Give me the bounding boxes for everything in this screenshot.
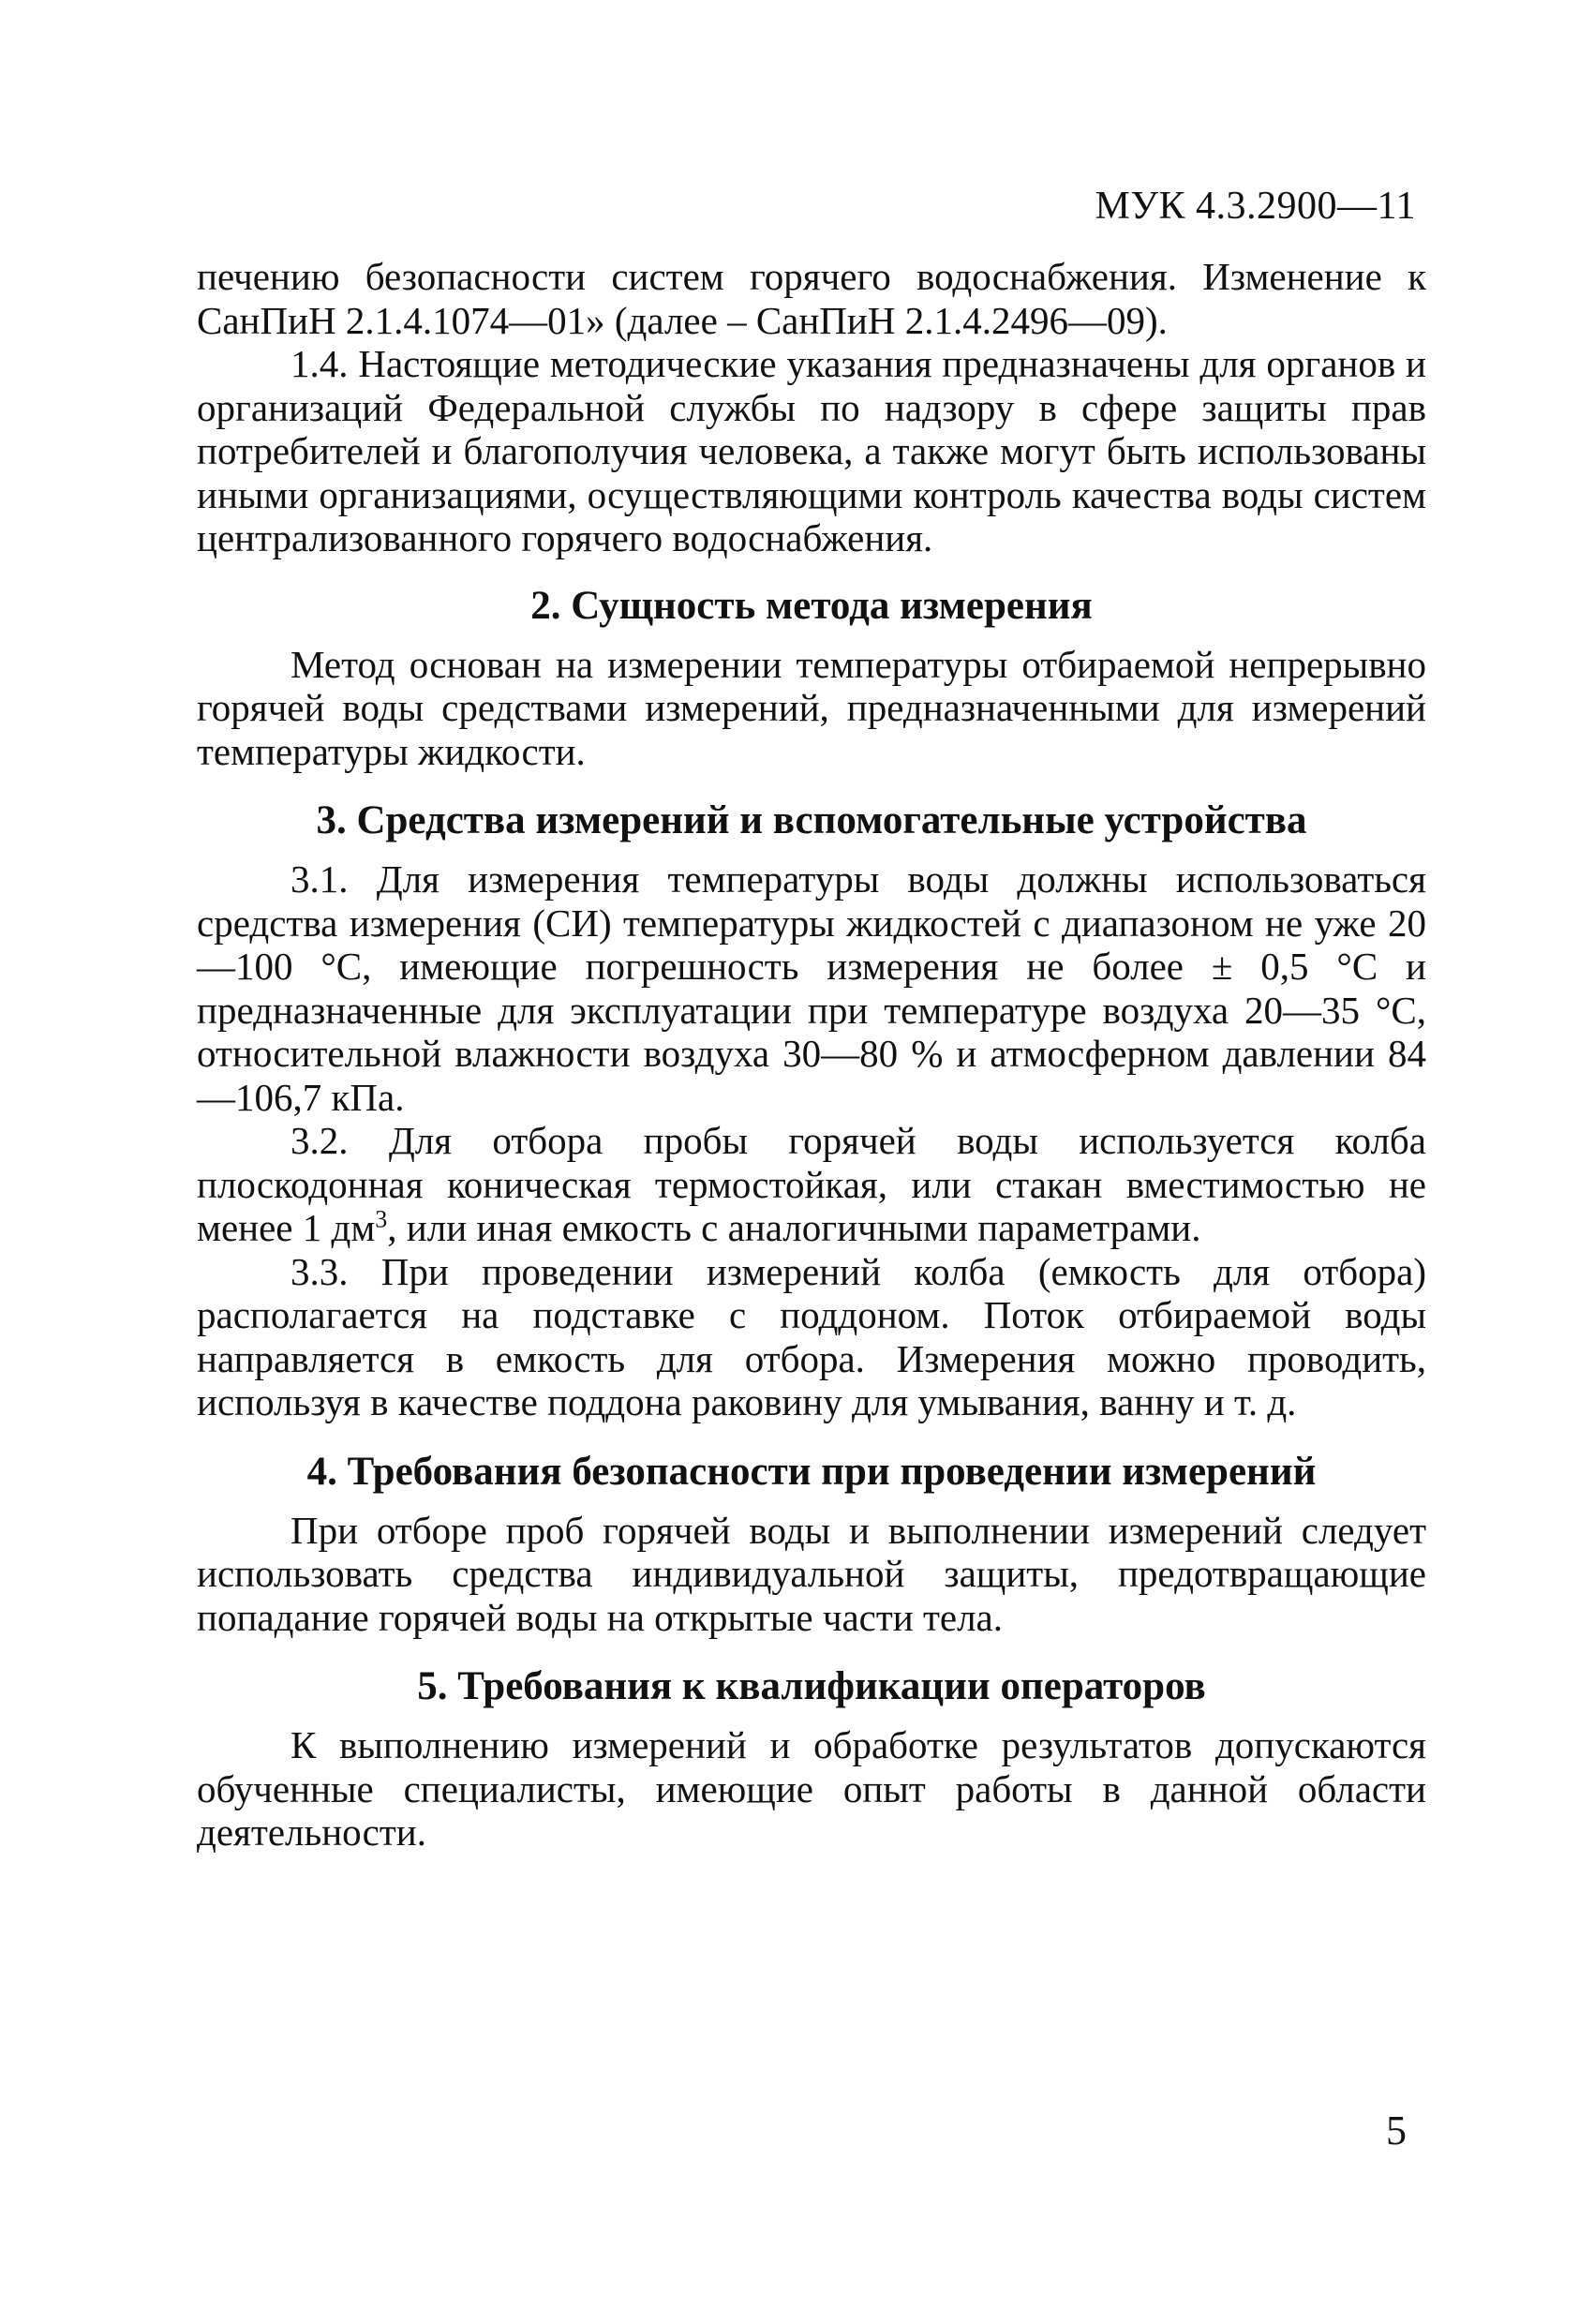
- section-2-heading: 2. Сущность метода измерения: [530, 583, 1093, 628]
- paragraph-3-1: 3.1. Для измерения температуры воды должны использоваться средства измерения (СИ) температуры жидкостей с диапазоном не уже 20—100 °С, имеющие погрешность измерения не более ± 0,5 °С и предназначенные для эксплуатации при температуре воздуха 20—35 °С, относительной влажности воздуха 30—80 % и атмосферном давлении 84—106,7 кПа.: [197, 857, 1426, 1119]
- paragraph-3-2-text-b: , или иная емкость с аналогичными параметрами.: [387, 1206, 1201, 1249]
- paragraph-3-3: 3.3. При проведении измерений колба (емкость для отбора) располагается на подставке с поддоном. Поток отбираемой воды направляется в емкость для отбора. Измерения можно проводить, используя в качестве поддона раковину для умывания, ванну и т. д.: [197, 1249, 1426, 1423]
- paragraph-3-2-text-a: 3.2. Для отбора пробы горячей воды используется колба плоскодонная коническая термостойкая, или стакан вместимостью не менее 1 дм: [197, 1119, 1426, 1249]
- section-4-heading: 4. Требования безопасности при проведении измерений: [306, 1449, 1317, 1494]
- section-2-paragraph: Метод основан на измерении температуры отбираемой непрерывно горячей воды средствами измерений, предназначенными для измерений температуры жидкости.: [197, 642, 1426, 773]
- paragraph-3-2: [197, 1119, 1426, 1250]
- paragraph-intro-continuation: печению безопасности систем горячего водоснабжения. Изменение к СанПиН 2.1.4.1074—01» (далее – СанПиН 2.1.4.2496—09).: [197, 255, 1426, 342]
- section-3-heading: 3. Средства измерений и вспомогательные устройства: [316, 798, 1307, 842]
- superscript-cube: 3: [375, 1205, 388, 1233]
- running-header: МУК 4.3.2900—11: [1095, 185, 1416, 228]
- paragraph-1-4: 1.4. Настоящие методические указания предназначены для органов и организаций Федеральной службы по надзору в сфере защиты прав потребителей и благополучия человека, а также могут быть использованы иными организациями, осуществляющими контроль качества воды систем централизованного горячего водоснабжения.: [197, 342, 1426, 559]
- section-4-paragraph: При отборе проб горячей воды и выполнении измерений следует использовать средства индивидуальной защиты, предотвращающие попадание горячей воды на открытые части тела.: [197, 1508, 1426, 1639]
- document-body: [197, 255, 1426, 1855]
- section-5-heading: 5. Требования к квалификации операторов: [417, 1664, 1206, 1708]
- page-number: 5: [1386, 2108, 1407, 2153]
- section-5-paragraph: К выполнению измерений и обработке результатов допускаются обученные специалисты, имеющие опыт работы в данной области деятельности.: [197, 1723, 1426, 1854]
